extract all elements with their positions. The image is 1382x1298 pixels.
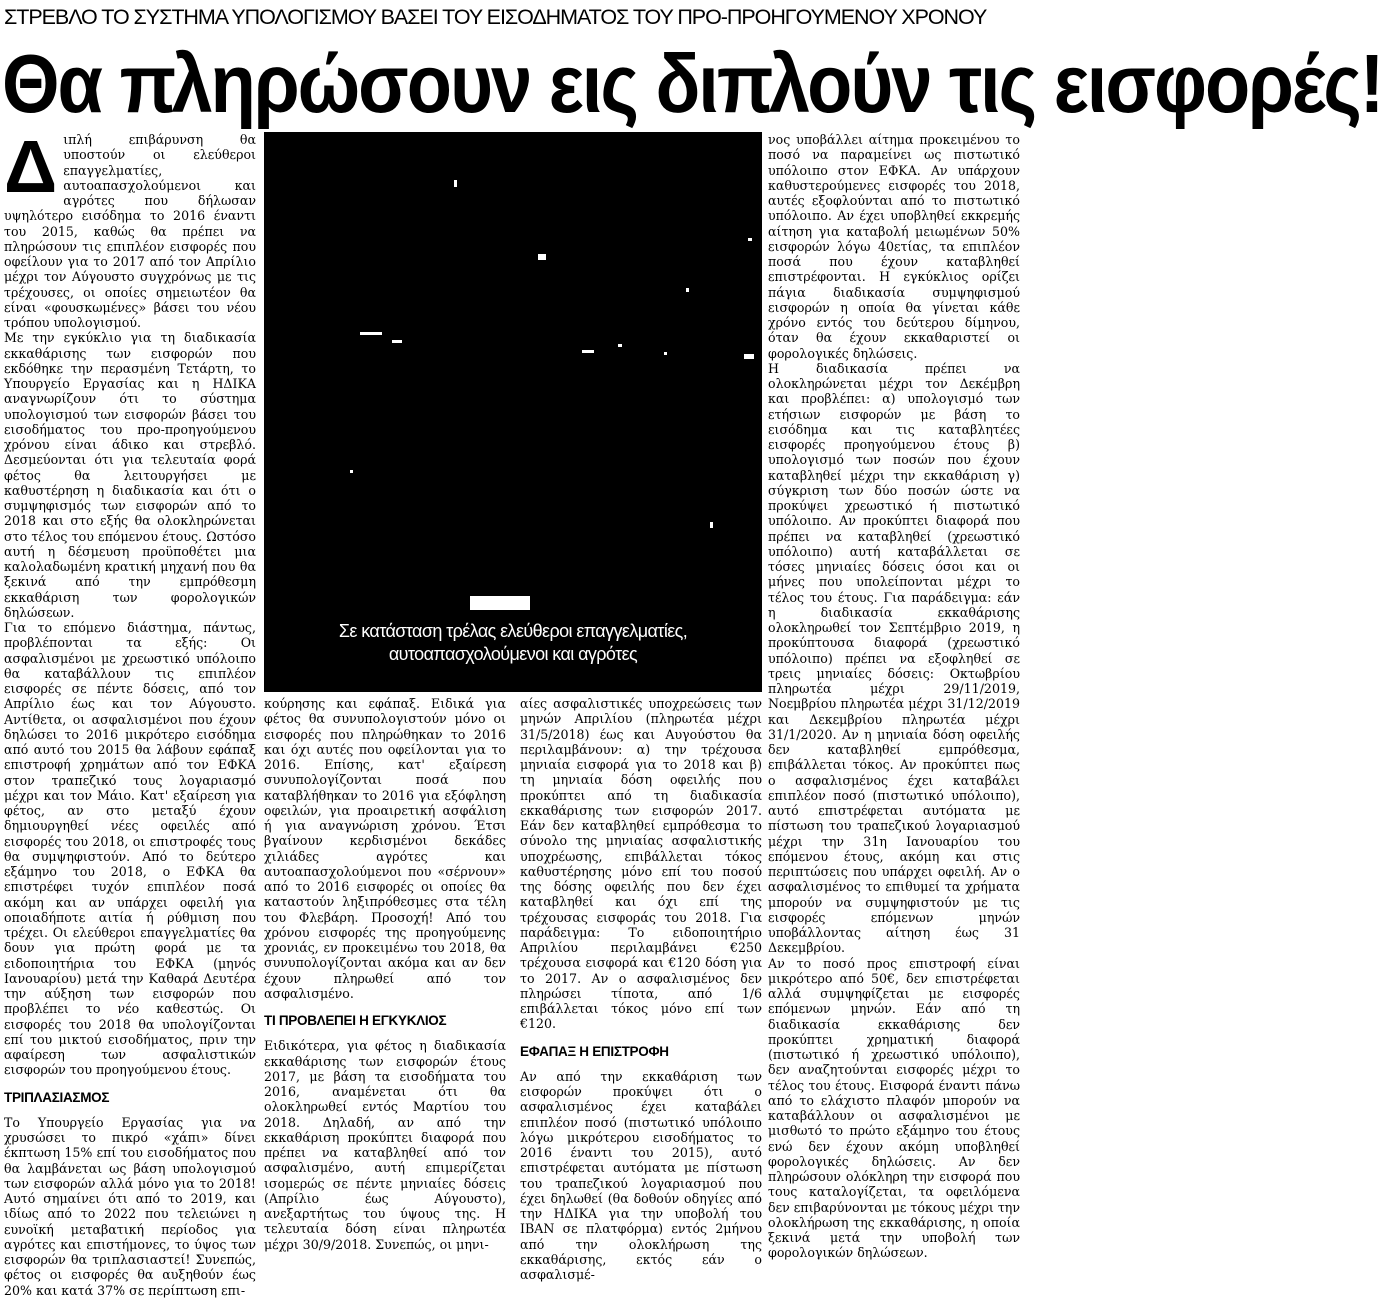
column-4 <box>768 132 1020 1261</box>
subhead: ΤΙ ΠΡΟΒΛΕΠΕΙ Η ΕΓΚΥΚΛΙΟΣ <box>264 1013 447 1028</box>
column-3 <box>520 696 762 1282</box>
dropcap: Δ <box>4 125 58 208</box>
paragraph: Για το επόμενο διάστημα, πάντως, προβλέπονται τα εξής: Οι ασφαλισμένοι με χρεωστικό υπόλοιπο θα καταβάλλουν τις επιπλέον εισφορές σε πέντε δόσεις, από τον Απρίλιο έως και τον Αύγουστο. Αντίθετα, οι ασφαλισμένοι που έχουν δηλώσει το 2016 μικρότερο εισόδημα από αυτό του 2015 θα λάβουν εφάπαξ επιστροφή χρημάτων από τον ΕΦΚΑ στον τραπεζικό τους λογαριασμό μέχρι και τον Μάιο. Κατ' εξαίρεση για φέτος, αν στο μεταξύ έχουν δημιουργηθεί νέες οφειλές από εισφορές του 2018, οι επιστροφές τους θα συμψηφιστούν. Από το δεύτερο εξάμηνο του 2018, ο ΕΦΚΑ θα επιστρέφει τυχόν επιπλέον ποσά ακόμη και αν υπάρχει οφειλή για οποιαδήποτε αιτία ή ρύθμιση που τρέχει. Οι ελεύθεροι επαγγελματίες θα δουν για πρώτη φορά με τα ειδοποιητήρια του ΕΦΚΑ (μηνός Ιανουαρίου) μετά την Καθαρά Δευτέρα την αύξηση των εισφορών που προβλέπει το νέο καθεστώς. Οι εισφορές του 2018 θα υπολογίζονται επί του μικτού εισοδήματος, πριν την αφαίρεση των ασφαλιστικών εισφορών του προηγούμενου έτους. <box>4 620 256 1078</box>
paragraph: Αν το ποσό προς επιστροφή είναι μικρότερο από 50€, δεν επιστρέφεται αλλά συμψηφίζεται με εισφορές επόμενων μηνών. Εάν από τη διαδικασία εκκαθάρισης δεν προκύπτει χρηματική διαφορά (πιστωτικό ή χρεωστικό υπόλοιπο), δεν αναζητούνται εισφορές μέχρι το τέλος του έτους. Εισφορά έναντι πάνω από το ελάχιστο πλαφόν μπορούν να καταβάλλουν οι ασφαλισμένοι με μισθωτό το πρώτο εξάμηνο του έτους ενώ δεν έχουν ακόμη υποβληθεί φορολογικές δηλώσεις. Αν δεν πληρώσουν ολόκληρη την εισφορά που τους καταλογίζεται, τα οφειλόμενα δεν επιβαρύνονται με τόκους μέχρι την ολοκλήρωση της εκκαθάρισης, η οποία ξεκινά μετά την υποβολή των φορολογικών δηλώσεων. <box>768 955 1020 1261</box>
paragraph: νος υποβάλλει αίτημα προκειμένου το ποσό να παραμείνει ως πιστωτικό υπόλοιπο στον ΕΦΚΑ. Αν υπάρχουν καθυστερούμενες εισφορές του 2018, αυτές εξοφλούνται από το πιστωτικό υπόλοιπο. Αν έχει υποβληθεί εκκρεμής αίτηση για καταβολή μειωμένων 50% εισφορών λόγω 40ετίας, τα επιπλέον ποσά που έχουν καταβληθεί επιστρέφονται. Η εγκύκλιος ορίζει πάγια διαδικασία συμψηφισμού εισφορών η οποία θα γίνεται κάθε χρόνο εντός του δεύτερου δίμηνου, όταν θα έχουν εκκαθαριστεί οι φορολογικές δηλώσεις. <box>768 132 1020 361</box>
caption-bar <box>470 596 530 610</box>
paragraph: Με την εγκύκλιο για τη διαδικασία εκκαθάρισης των εισφορών που εκδόθηκε την περασμένη Τετάρτη, το Υπουργείο Εργασίας και η ΗΔΙΚΑ αναγνωρίζουν ότι το σύστημα υπολογισμού των εισφορών βάσει του εισοδήματος του προ-προηγούμενου χρόνου είναι άδικο και στρεβλό. Δεσμεύονται ότι για τελευταία φορά φέτος θα λειτουργήσει με καθυστέρηση η διαδικασία και ότι ο συμψηφισμός των εισφορών από το 2018 και στο εξής θα ολοκληρώνεται στο τέλος του επόμενου έτους. Ωστόσο αυτή η δέσμευση προϋποθέτει μια καλολαδωμένη κρατική μηχανή που θα ξεκινά από την εμπρόθεσμη εκκαθάριση των φορολογικών δηλώσεων. <box>4 330 256 620</box>
paragraph: ιπλή επιβάρυνση θα υποστούν οι ελεύθεροι επαγγελματίες, αυτοαπασχολούμενοι και αγρότες που δήλωσαν υψηλότερο εισόδημα το 2016 έναντι του 2015, καθώς θα πρέπει να πληρώσουν τις επιπλέον εισφορές που οφείλουν για το 2017 από τον Απρίλιο μέχρι τον Αύγουστο συγχρόνως με τις τρέχουσες, οι οποίες σημειωτέον θα είναι «φουσκωμένες» βάσει του νέου τρόπου υπολογισμού. <box>4 132 256 330</box>
paragraph: Το Υπουργείο Εργασίας για να χρυσώσει το πικρό «χάπι» δίνει έκπτωση 15% επί του εισοδήματος που θα λαμβάνεται ως βάση υπολογισμού των εισφορών αλλά μόνο για το 2018! Αυτό σημαίνει ότι από το 2019, και ιδίως από το 2022 που τελειώνει η ευνοϊκή μεταβατική περίοδος για αγρότες και επιστήμονες, το ύψος των εισφορών θα τριπλασιαστεί! Συνεπώς, φέτος οι εισφορές θα αυξηθούν έως 20% και κατά 37% σε περίπτωση επι- <box>4 1114 256 1298</box>
column-1 <box>4 125 256 1298</box>
paragraph: κούρησης και εφάπαξ. Ειδικά για φέτος θα συνυπολογιστούν μόνο οι εισφορές που πληρώθηκαν το 2016 και όχι αυτές που οφείλονται για το 2016. Επίσης, κατ' εξαίρεση συνυπολογίζονται ποσά που καταβλήθηκαν το 2016 για εξόφληση οφειλών, για προαιρετική ασφάλιση ή για αναγνώριση χρόνου. Έτσι βγαίνουν κερδισμένοι δεκάδες χιλιάδες αγρότες και αυτοαπασχολούμενοι που «σέρνουν» από το 2016 εισφορές οι οποίες θα καταστούν ληξιπρόθεσμες στα τέλη του Φλεβάρη. Προσοχή! Από του χρόνου εισφορές της προηγούμενης χρονιάς, εν προκειμένω του 2018, θα συνυπολογίζονται ακόμα και αν δεν έχουν πληρωθεί από τον ασφαλισμένο. <box>264 696 506 1001</box>
subhead: ΤΡΙΠΛΑΣΙΑΣΜΟΣ <box>4 1089 110 1105</box>
caption-line: Σε κατάσταση τρέλας ελεύθεροι επαγγελματίες, <box>338 621 688 641</box>
paragraph: Ειδικότερα, για φέτος η διαδικασία εκκαθάρισης των εισφορών έτους 2017, με βάση τα εισοδήματα του 2016, αναμένεται ότι θα ολοκληρωθεί εντός Μαρτίου του 2018. Δηλαδή, αν από την εκκαθάριση προκύπτει διαφορά που πρέπει να καταβληθεί από τον ασφαλισμένο, αυτή επιμερίζεται ισομερώς σε πέντε μηνιαίες δόσεις (Απρίλιο έως Αύγουστο), ανεξαρτήτως του ύψους της. Η τελευταία δόση είναι πληρωτέα μέχρι 30/9/2018. Συνεπώς, οι μηνι- <box>264 1038 506 1252</box>
paragraph: αίες ασφαλιστικές υποχρεώσεις των μηνών Απριλίου (πληρωτέα μέχρι 31/5/2018) έως και Αυγούστου θα περιλαμβάνουν: α) την τρέχουσα μηνιαία εισφορά για το 2018 και β) τη μηνιαία δόση οφειλής που προκύπτει από τη διαδικασία εκκαθάρισης των εισφορών 2017. Εάν δεν καταβληθεί εμπρόθεσμα το σύνολο της μηνιαίας ασφαλιστικής υποχρέωσης, επιβάλλεται τόκος καθυστέρησης μόνο επί του ποσού της δόσης οφειλής που δεν έχει καταβληθεί και όχι επί της τρέχουσας εισφοράς του 2018. Για παράδειγμα: Το ειδοποιητήριο Απριλίου περιλαμβάνει €250 τρέχουσα εισφορά και €120 δόση για το 2017. Αν ο ασφαλισμένος δεν πληρώσει τίποτα, από 1/6 επιβάλλεται τόκος μόνο επί των €120. <box>520 696 762 1032</box>
paragraph: Η διαδικασία πρέπει να ολοκληρώνεται μέχρι τον Δεκέμβρη και προβλέπει: α) υπολογισμό των ετήσιων εισφορών με βάση το εισόδημα και τις καταβλητέες εισφορές προηγούμενου έτους β) υπολογισμό των ποσών που έχουν καταβληθεί μέχρι την εκκαθάριση γ) σύγκριση των δύο ποσών ώστε να προκύψει χρεωστικό ή πιστωτικό υπόλοιπο. Αν προκύπτει διαφορά που πρέπει να καταβληθεί (χρεωστικό υπόλοιπο) αυτή καταβάλλεται σε τόσες μηνιαίες δόσεις όσοι και οι μήνες που υπολείπονται μέχρι το τέλος του έτους. Για παράδειγμα: εάν η διαδικασία εκκαθάρισης ολοκληρωθεί τον Σεπτέμβριο 2019, η προκύπτουσα διαφορά (χρεωστικό υπόλοιπο) πρέπει να εξοφληθεί σε τρεις μηνιαίες δόσεις: Οκτωβρίου πληρωτέα μέχρι 29/11/2019, Νοεμβρίου πληρωτέα μέχρι 31/12/2019 και Δεκεμβρίου πληρωτέα μέχρι 31/1/2020. Αν η μηνιαία δόση οφειλής δεν καταβληθεί εμπρόθεσμα, επιβάλλεται τόκος. Αν προκύπτει πως ο ασφαλισμένος έχει καταβάλει επιπλέον ποσό (πιστωτικό υπόλοιπο), αυτό επιστρέφεται αυτόματα με πίστωση του τραπεζικού λογαριασμού μέχρι την 31η Ιανουαρίου του επόμενου έτους, ακόμη και στις περιπτώσεις που υπάρχει οφειλή. Αν ο ασφαλισμένος το επιθυμεί τα χρήματα μπορούν να συμψηφιστούν με τις εισφορές επόμενων μηνών υποβάλλοντας αίτηση έως 31 Δεκεμβρίου. <box>768 360 1020 956</box>
photo <box>264 132 762 692</box>
subhead: ΕΦΑΠΑΞ Η ΕΠΙΣΤΡΟΦΗ <box>520 1043 669 1059</box>
caption-line: αυτοαπασχολούμενοι και αγρότες <box>388 644 638 664</box>
paragraph: Αν από την εκκαθάριση των εισφορών προκύψει ότι ο ασφαλισμένος έχει καταβάλει επιπλέον ποσό (πιστωτικό υπόλοιπο λόγω μικρότερου εισοδήματος το 2016 έναντι του 2015), αυτό επιστρέφεται αυτόματα με πίστωση του τραπεζικού λογαριασμού που έχει δηλωθεί (θα δοθούν οδηγίες από την ΗΔΙΚΑ για την υποβολή του IBAN σε πλατφόρμα) εντός 2μήνου από την ολοκλήρωση της εκκαθάρισης, εκτός εάν ο ασφαλισμέ- <box>520 1068 762 1282</box>
headline: Θα πληρώσουν εις διπλούν τις εισφορές! <box>2 36 1382 130</box>
photo-caption <box>264 620 762 666</box>
column-2 <box>264 696 506 1252</box>
kicker: ΣΤΡΕΒΛΟ ΤΟ ΣΥΣΤΗΜΑ ΥΠΟΛΟΓΙΣΜΟΥ ΒΑΣΕΙ ΤΟΥ ΕΙΣΟΔΗΜΑΤΟΣ ΤΟΥ ΠΡΟ-ΠΡΟΗΓΟΥΜΕΝΟΥ ΧΡΟΝΟΥ <box>4 5 987 29</box>
